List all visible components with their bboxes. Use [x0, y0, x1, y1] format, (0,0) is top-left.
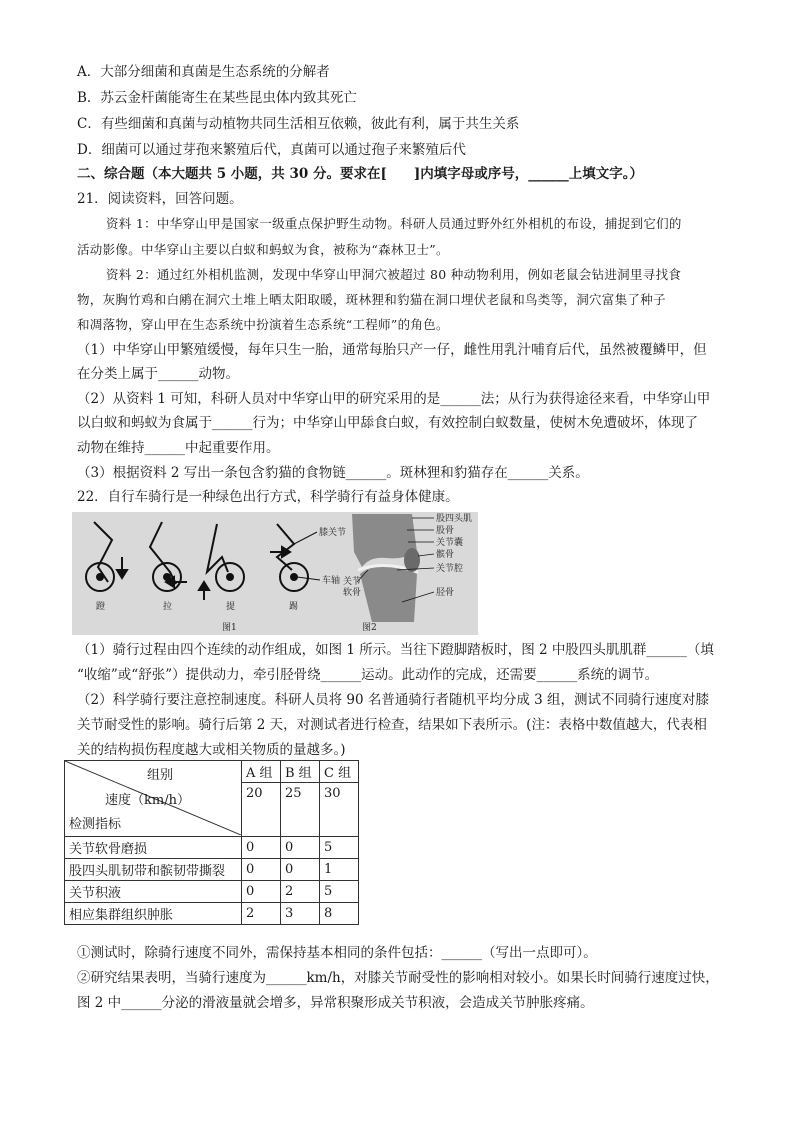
option-b: B．苏云金杆菌能寄生在某些昆虫体内致其死亡 — [77, 90, 357, 106]
group-b: B 组 — [281, 761, 320, 783]
fig1-action-1: 蹬 — [96, 602, 106, 612]
q22-part2-line2: 关节耐受性的影响。骑行后第 2 天，对测试者进行检查，结果如下表所示。(注：表格中数值越大，代表相 — [77, 717, 707, 733]
q22-sub2-line2: 图 2 中______分泌的滑液量就会增多，异常积聚形成关节积液，会造成关节肿胀疼痛。 — [77, 995, 594, 1011]
cell: 5 — [320, 837, 359, 859]
cell: 2 — [242, 903, 281, 925]
figure-illustration — [72, 512, 478, 635]
fig2-cartilage-1: 关节 — [343, 577, 362, 587]
q21-part1-line1: （1）中华穿山甲繁殖缓慢，每年只生一胎，通常每胎只产一仔，雌性用乳汁哺育后代，虽然被覆鳞甲，但 — [77, 342, 707, 358]
q21-resource2-line1: 资料 2：通过红外相机监测，发现中华穿山甲洞穴被超过 80 种动物利用，例如老鼠会钻进洞里寻找食 — [106, 267, 682, 282]
cell: 0 — [242, 837, 281, 859]
speed-b: 25 — [281, 783, 320, 837]
q22-sub1: ①测试时，除骑行速度不同外，需保持基本相同的条件包括：______（写出一点即可）。 — [77, 945, 597, 961]
q21-part2-line1: （2）从资料 1 可知，科研人员对中华穿山甲的研究采用的是______法；从行为获得途径来看，中华穿山甲 — [77, 391, 711, 407]
fig2-label-4: 髌骨 — [436, 550, 455, 560]
row-label: 相应集群组织肿胀 — [65, 903, 242, 925]
option-a: A．大部分细菌和真菌是生态系统的分解者 — [77, 64, 330, 80]
q21-resource2-line2: 物，灰胸竹鸡和白鹇在洞穴土堆上晒太阳取暖，斑林狸和豹猫在洞口埋伏老鼠和鸟类等，洞穴富集了种子 — [77, 292, 666, 307]
fig2-caption: 图2 — [362, 623, 377, 633]
fig2-label-3: 关节囊 — [436, 538, 464, 548]
results-table — [64, 760, 359, 925]
table-row — [65, 837, 359, 859]
q22-sub2-line1: ②研究结果表明，当骑行速度为______km/h，对膝关节耐受性的影响相对较小。如果长时间骑行速度过快， — [77, 970, 719, 986]
cell: 0 — [281, 859, 320, 881]
header-index-label: 检测指标 — [69, 817, 122, 832]
fig2-label-5: 关节腔 — [436, 564, 464, 574]
table-header-diagonal-cell — [65, 761, 242, 837]
table-row — [65, 903, 359, 925]
cell: 0 — [281, 837, 320, 859]
cell: 1 — [320, 859, 359, 881]
fig1-action-3: 提 — [226, 602, 236, 612]
speed-c: 30 — [320, 783, 359, 837]
row-label: 关节软骨磨损 — [65, 837, 242, 859]
cell: 3 — [281, 903, 320, 925]
fig1-knee-label: 膝关节 — [319, 528, 347, 538]
cell: 5 — [320, 881, 359, 903]
option-d: D．细菌可以通过芽孢来繁殖后代，真菌可以通过孢子来繁殖后代 — [77, 142, 466, 158]
fig2-label-2: 股骨 — [436, 526, 455, 536]
row-label: 股四头肌韧带和髌韧带撕裂 — [65, 859, 242, 881]
fig2-label-6: 胫骨 — [436, 588, 455, 598]
fig2-cartilage-2: 软骨 — [343, 588, 362, 598]
header-group-label: 组别 — [146, 768, 173, 783]
q22-part1-line1: （1）骑行过程由四个连续的动作组成，如图 1 所示。当往下蹬脚踏板时，图 2 中股四头肌肌群______（填 — [77, 642, 714, 658]
q21-resource2-line3: 和凋落物，穿山甲在生态系统中扮演着生态系统“工程师”的角色。 — [77, 317, 449, 332]
fig1-action-2: 拉 — [163, 602, 173, 612]
q21-resource1-line2: 活动影像。中华穿山主要以白蚁和蚂蚁为食，被称为“森林卫士”。 — [77, 242, 449, 257]
q22-part1-line2: “收缩”或“舒张”）提供动力，牵引胫骨绕______运动。此动作的完成，还需要______系统的调节。 — [77, 667, 659, 683]
table-row — [65, 881, 359, 903]
cell: 2 — [281, 881, 320, 903]
group-a: A 组 — [242, 761, 281, 783]
cell: 8 — [320, 903, 359, 925]
leg-3 — [207, 524, 228, 572]
fig2-label-1: 股四头肌 — [436, 514, 473, 524]
q21-resource1-line1: 资料 1：中华穿山甲是国家一级重点保护野生动物。科研人员通过野外红外相机的布设，捕捉到它们的 — [106, 216, 682, 231]
fig1-caption: 图1 — [222, 623, 237, 633]
speed-a: 20 — [242, 783, 281, 837]
q21-part1-line2: 在分类上属于______动物。 — [77, 366, 239, 382]
group-c: C 组 — [320, 761, 359, 783]
cell: 0 — [242, 859, 281, 881]
cell: 0 — [242, 881, 281, 903]
row-label: 关节积液 — [65, 881, 242, 903]
q21-part3: （3）根据资料 2 写出一条包含豹猫的食物链______。斑林狸和豹猫存在______关系。 — [77, 465, 589, 481]
q21-part2-line3: 动物在维持______中起重要作用。 — [77, 440, 280, 456]
table-row — [65, 859, 359, 881]
q22-stem: 22．自行车骑行是一种绿色出行方式，科学骑行有益身体健康。 — [77, 489, 459, 505]
cycling-knee-figure — [72, 512, 478, 635]
header-speed-label: 速度（km/h） — [105, 793, 190, 808]
fig1-axle-label: 车轴 — [322, 576, 341, 586]
option-c: C．有些细菌和真菌与动植物共同生活相互依赖，彼此有利，属于共生关系 — [77, 116, 520, 132]
section-title: 二、综合题（本大题共 5 小题，共 30 分。要求在[ ]内填字母或序号，______上填文字。） — [77, 166, 644, 182]
leg-1 — [94, 522, 112, 582]
q22-part2-line1: （2）科学骑行要注意控制速度。科研人员将 90 名普通骑行者随机平均分成 3 组，测试不同骑行速度对膝 — [77, 692, 710, 708]
q22-part2-line3: 关的结构损伤程度越大或相关物质的量越多。) — [77, 742, 346, 758]
q21-part2-line2: 以白蚁和蚂蚁为食属于______行为；中华穿山甲舔食白蚁，有效控制白蚁数量，使树木免遭破坏，体现了 — [77, 415, 698, 431]
q21-stem: 21．阅读资料，回答问题。 — [77, 191, 243, 207]
fig1-action-4: 踢 — [289, 602, 299, 612]
